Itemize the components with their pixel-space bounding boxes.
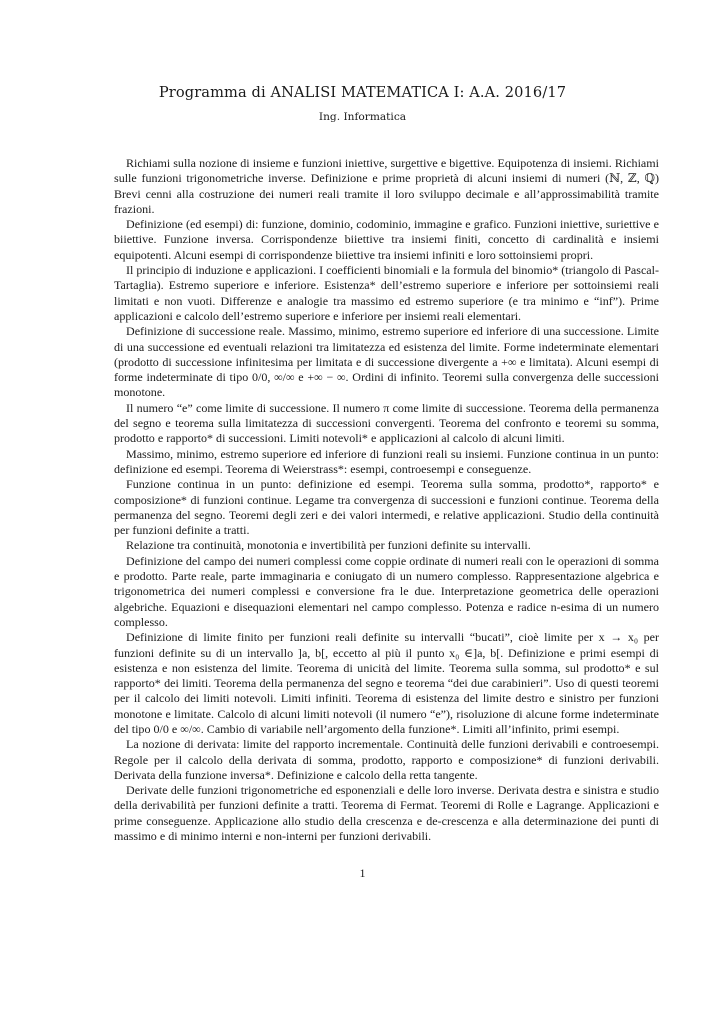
document-title: Programma di ANALISI MATEMATICA I: A.A. 2016/17 <box>158 84 567 101</box>
paragraph: Massimo, minimo, estremo superiore ed inferiore di funzioni reali su insiemi. Funzione continua in un punto: definizione ed esempi. Teorema di Weierstrass*: esempi, controesempi e conseguenze. <box>114 446 659 476</box>
paragraph: Definizione del campo dei numeri complessi come coppie ordinate di numeri reali con le operazioni di somma e prodotto. Parte reale, parte immaginaria e coniugato di un numero complesso. Rappresentazione algebrica e trigonometrica dei numeri complessi e conversione fra le due. Interpretazione geometrica delle operazioni algebriche. Equazioni e disequazioni elementari nel campo complesso. Potenza e radice n-esima di un numero complesso. <box>114 553 659 629</box>
paragraph: Definizione di successione reale. Massimo, minimo, estremo superiore ed inferiore di una successione. Limite di una successione ed eventuali relazioni tra limitatezza ed esistenza del limite. Forme indeterminate elementari (prodotto di successione infinitesima per limitata e di successione divergente a +∞ e limitata). Alcuni esempi di forme indeterminate di tipo 0/0, ∞/∞ e +∞ − ∞. Ordini di infinito. Teoremi sulla convergenza delle successioni monotone. <box>114 324 659 400</box>
paragraph: Derivate delle funzioni trigonometriche ed esponenziali e delle loro inverse. Derivata destra e sinistra e studio della derivabilità per funzioni definite a tratti. Teorema di Fermat. Teoremi di Rolle e Lagrange. Applicazioni e prime conseguenze. Applicazione allo studio della crescenza e de-crescenza e alla determinazione dei punti di massimo e di minimo interni e non-interni per funzioni derivabili. <box>114 783 659 844</box>
page-number: 1 <box>359 866 366 880</box>
syllabus-body <box>114 156 659 844</box>
paragraph: Funzione continua in un punto: definizione ed esempi. Teorema sulla somma, prodotto*, rapporto* e composizione* di funzioni continue. Legame tra convergenza di successioni e funzioni continue. Teorema della permanenza del segno. Teoremi degli zeri e dei valori intermedi, e relative applicazioni. Studio della continuità per funzioni definite a tratti. <box>114 477 659 538</box>
paragraph: Relazione tra continuità, monotonia e invertibilità per funzioni definite su intervalli. <box>126 538 531 553</box>
paragraph: Il numero “e” come limite di successione. Il numero π come limite di successione. Teorema della permanenza del segno e teorema sulla limitatezza di successioni convergenti. Teorema del confronto e teoremi su somma, prodotto e rapporto* di successioni. Limiti notevoli* e applicazioni al calcolo di alcuni limiti. <box>114 400 659 446</box>
paragraph: La nozione di derivata: limite del rapporto incrementale. Continuità delle funzioni derivabili e controesempi. Regole per il calcolo della derivata di somma, prodotto, rapporto e composizione* di funzioni derivabili. Derivata della funzione inversa*. Definizione e calcolo della retta tangente. <box>114 737 659 782</box>
paragraph: Definizione di limite finito per funzioni reali definite su intervalli “bucati”, cioè limite per x → x₀ per funzioni definite su di un intervallo ]a, b[, eccetto al più il punto x₀ ∈]a, b[. Definizione e primi esempi di esistenza e non esistenza del limite. Teorema di unicità del limite. Teorema sulla somma, sul prodotto* e sul rapporto* dei limiti. Teorema della permanenza del segno e teorema “dei due carabinieri”. Uso di questi teoremi per il calcolo dei limiti notevoli. Limiti infiniti. Teorema di esistenza del limite destro e sinistro per funzioni monotone e limitate. Calcolo di alcuni limiti notevoli (il numero “e”), risoluzione di alcune forme indeterminate del tipo 0/0 e ∞/∞. Cambio di variabile nell’argomento della funzione*. Limiti all’infinito, primi esempi. <box>114 630 659 736</box>
paragraph: Il principio di induzione e applicazioni. I coefficienti binomiali e la formula del binomio* (triangolo di Pascal-Tartaglia). Estremo superiore e inferiore. Esistenza* dell’estremo superiore e inferiore per sottoinsiemi reali limitati e non vuoti. Differenze e analogie tra massimo ed estremo superiore (e tra minimo e “inf”). Prime applicazioni e calcolo dell’estremo superiore e inferiore per insiemi reali elementari. <box>114 263 659 323</box>
paragraph: Richiami sulla nozione di insieme e funzioni iniettive, surgettive e bigettive. Equipotenza di insiemi. Richiami sulle funzioni trigonometriche inverse. Definizione e prime proprietà di alcuni insiemi di numeri (ℕ, ℤ, ℚ) Brevi cenni alla costruzione dei numeri reali tramite il loro sviluppo decimale e all’approssimabilità tramite frazioni. <box>114 156 659 216</box>
paragraph: Definizione (ed esempi) di: funzione, dominio, codominio, immagine e grafico. Funzioni iniettive, suriettive e biiettive. Funzione inversa. Corrispondenze biiettive tra insiemi finiti, concetto di cardinalità e insiemi equipotenti. Alcuni esempi di corrispondenze biiettive tra insiemi infiniti e loro sottoinsiemi propri. <box>114 217 659 262</box>
document-subtitle: Ing. Informatica <box>318 111 407 123</box>
